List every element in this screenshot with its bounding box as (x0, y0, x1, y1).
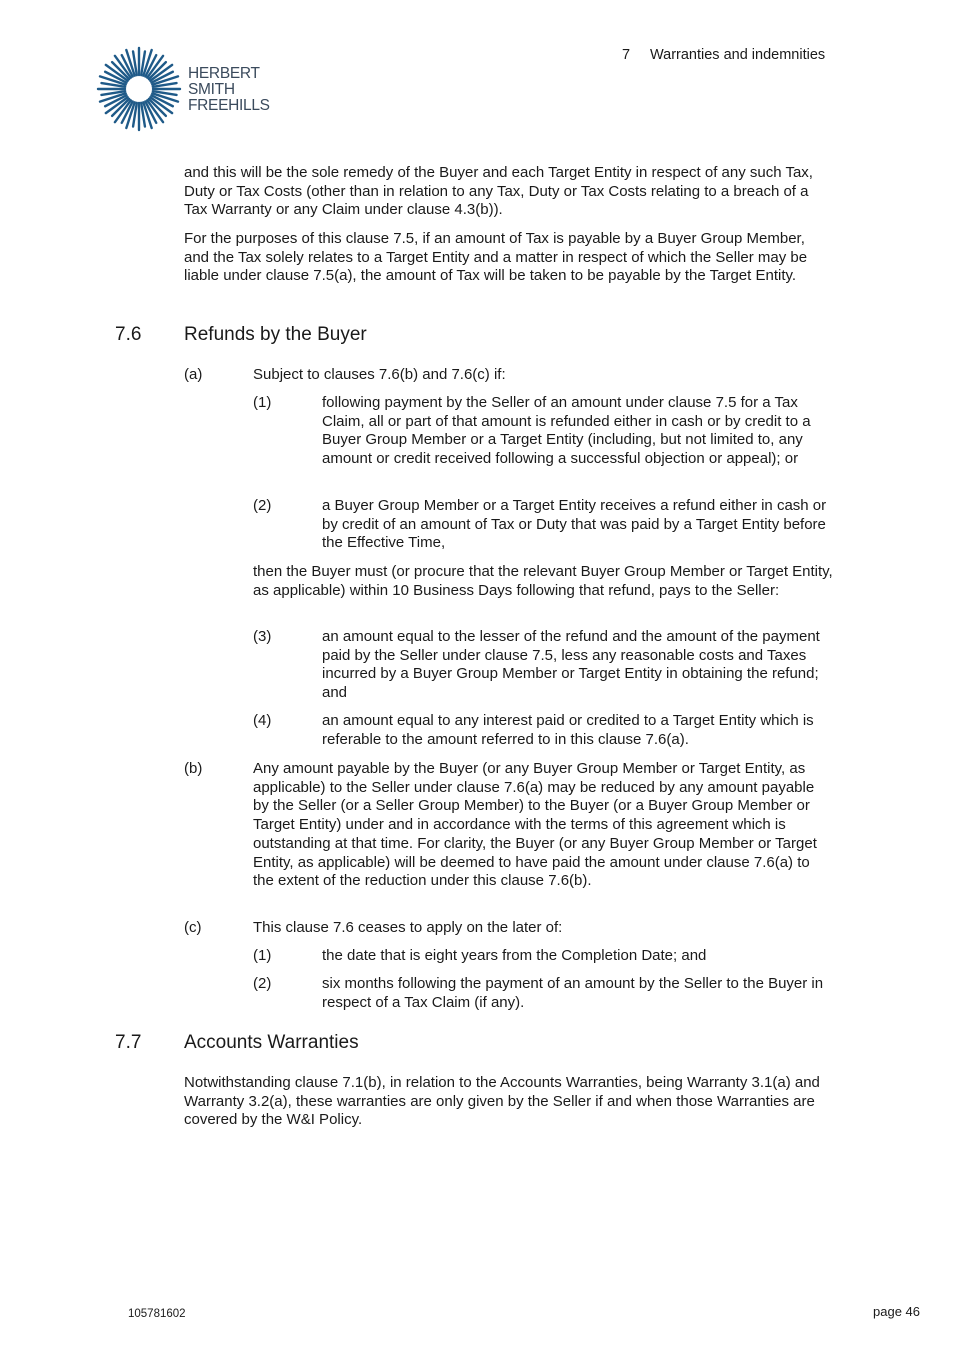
clause-text: an amount equal to any interest paid or credited to a Target Entity which is referable to the amount referred to in this clause 7.6(a). (322, 712, 814, 748)
accounts-warranties-paragraph: Notwithstanding clause 7.1(b), in relation to the Accounts Warranties, being Warranty 3.1(a) and Warranty 3.2(a), these warranties are only given by the Seller if and when those Warranties are covered by the W&I Policy. (184, 1074, 820, 1129)
clause-label: (1) (253, 947, 272, 964)
clause-text: an amount equal to the lesser of the refund and the amount of the payment paid by the Seller under clause 7.5, less any reasonable costs and Taxes incurred by a Buyer Group Member or Target Entity in obtaining the refund; and (322, 628, 820, 702)
logo-wordmark (188, 66, 270, 114)
logo-line-2: SMITH (188, 81, 235, 98)
heading-title: Accounts Warranties (184, 1032, 359, 1053)
clause-label: (4) (253, 712, 272, 729)
clause-label: (a) (184, 366, 203, 383)
clause-text: a Buyer Group Member or a Target Entity receives a refund either in cash or by credit of an amount of Tax or Duty that was paid by a Target Entity before the Effective Time, (322, 497, 827, 552)
clause-text: six months following the payment of an amount by the Seller to the Buyer in respect of a Tax Claim (if any). (322, 975, 824, 1011)
logo-line-3: FREEHILLS (188, 97, 270, 114)
section-heading-7-6 (115, 324, 515, 348)
clause-label: (2) (253, 497, 272, 514)
intro-paragraph-2: For the purposes of this clause 7.5, if an amount of Tax is payable by a Buyer Group Member, and the Tax solely relates to a Target Entity and a matter in respect of which the Seller may be liable under clause 7.5(a), the amount of Tax will be taken to be payable by the Target Entity. (184, 230, 808, 285)
heading-number: 7.6 (115, 324, 142, 345)
clause-7-6-a-1 (253, 394, 834, 488)
heading-title: Refunds by the Buyer (184, 324, 367, 345)
running-header (622, 46, 825, 65)
document-number: 105781602 (128, 1308, 186, 1320)
section-heading-7-7 (115, 1032, 515, 1056)
clause-7-6-a-3 (253, 628, 834, 704)
clause-7-6-c-2 (253, 975, 834, 1015)
clause-label: (2) (253, 975, 272, 992)
clause-7-6-b (184, 760, 834, 910)
clause-7-6-a (184, 366, 834, 386)
running-header-title: Warranties and indemnities (650, 47, 826, 63)
then-paragraph: then the Buyer must (or procure that the relevant Buyer Group Member or Target Entity, as applicable) within 10 Business Days following that refund, pays to the Seller: (253, 563, 833, 599)
page-number: page 46 (873, 1304, 920, 1319)
clause-label: (3) (253, 628, 272, 645)
clause-7-6-c (184, 919, 834, 939)
clause-7-6-a-2 (253, 497, 834, 555)
intro-paragraph-1: and this will be the sole remedy of the Buyer and each Target Entity in respect of any such Tax, Duty or Tax Costs (other than in relation to any Tax, Duty or Tax Costs relating to a breach of a Tax Warranty or any Claim under clause 4.3(b)). (184, 164, 813, 219)
clause-text: Any amount payable by the Buyer (or any Buyer Group Member or Target Entity, as applicable) to the Seller under clause 7.6(a) may be reduced by any amount payable by the Seller (or a Seller Group Member) to the Buyer (or a Buyer Group Member or Target Entity) under and in accordance with the terms of this agreement which is outstanding at that time. For clarity, the Buyer (or any Buyer Group Member or Target Entity, as applicable) will be deemed to have paid the amount under clause 7.6(a) to the extent of the reduction under this clause 7.6(b). (253, 760, 817, 890)
clause-text: This clause 7.6 ceases to apply on the later of: (253, 919, 563, 936)
clause-text: Subject to clauses 7.6(b) and 7.6(c) if: (253, 366, 506, 383)
clause-label: (b) (184, 760, 203, 777)
logo-line-1: HERBERT (188, 65, 260, 82)
clause-7-6-c-1 (253, 947, 834, 967)
clause-text: following payment by the Seller of an amount under clause 7.5 for a Tax Claim, all or part of that amount is refunded either in cash or by credit to a Buyer Group Member or a Target Entity (including, but not limited to, any amount or credit received following a successful objection or appeal); or (322, 394, 811, 468)
running-header-number: 7 (622, 47, 631, 63)
firm-logo (96, 46, 276, 134)
starburst-logo-icon (96, 46, 182, 132)
heading-number: 7.7 (115, 1032, 142, 1053)
clause-label: (c) (184, 919, 202, 936)
clause-7-6-a-4 (253, 712, 834, 752)
clause-label: (1) (253, 394, 272, 411)
clause-text: the date that is eight years from the Completion Date; and (322, 947, 707, 964)
